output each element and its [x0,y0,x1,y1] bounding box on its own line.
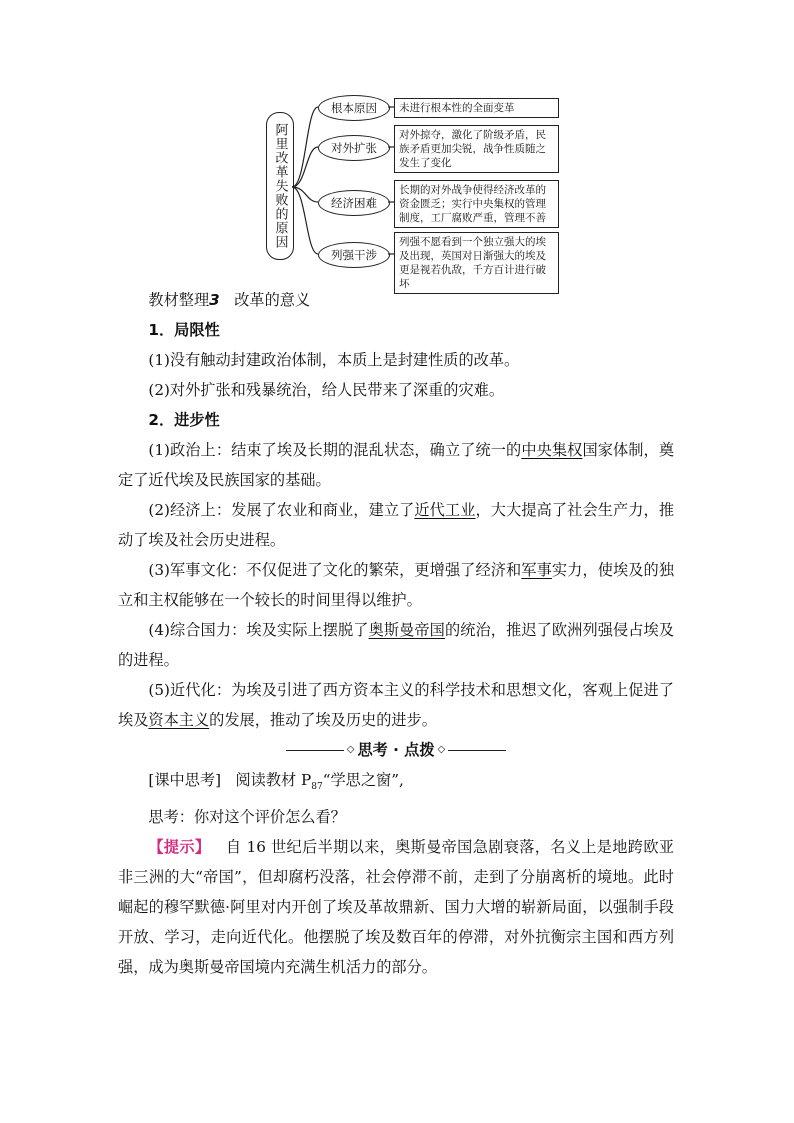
main-text [118,285,674,982]
cause-economy: 经济困难 [318,190,390,216]
think-question: [课中思考] 阅读教材 $P_{87}“$学思之窗”, [148,771,404,793]
diagram-root: 阿里改革失败的原因 [266,112,294,260]
diamond-icon: ◇ [437,744,446,755]
divider [286,750,344,751]
failure-causes-diagram [262,92,572,290]
answer-blank: 中央集权 [521,441,583,459]
question-label: [课中思考] [148,771,221,789]
tip-paragraph [118,832,674,982]
diamond-icon: ◇ [346,744,355,755]
think-question-2: 思考：你对这个评价怎么看？ [148,808,346,827]
progress-national-power: (4)综合国力：埃及实际上摆脱了奥斯曼帝国的统治，推迟了欧洲列强侵占埃及的进程。 [118,621,675,669]
answer-blank: 军事 [521,561,552,579]
limit-item: (1)没有触动封建政治体制，本质上是封建性质的改革。 [148,351,520,369]
limits-heading: 1．局限性 [148,321,220,339]
progress-military-culture: (3)军事文化：不仅促进了文化的繁荣，更增强了经济和军事实力，使埃及的独立和主权能够在一个较长的时间里得以维护。 [118,561,675,609]
progress-modernization: (5)近代化：为埃及引进了西方资本主义的科学技术和思想文化，客观上促进了埃及资本主义的发展，推动了埃及历史的进步。 [118,681,674,729]
cause-root-reason-detail: 未进行根本性的全面变革 [394,98,559,118]
limit-item: (2)对外扩张和残暴统治，给人民带来了深重的灾难。 [148,381,505,399]
think-banner [118,735,674,765]
cause-root-reason: 根本原因 [318,95,390,121]
tip-label: 【提示】 [148,838,211,857]
section-title [118,285,674,315]
cause-interference: 列强干涉 [318,242,390,268]
section-prefix: 教材整理 [148,291,210,309]
answer-blank: 奥斯曼帝国 [368,621,445,639]
divider [448,750,506,751]
cause-economy-detail: 长期的对外战争使得经济改革的资金匮乏；实行中央集权的管理制度，工厂腐败严重，管理不善 [394,180,559,228]
progress-economy: (2)经济上：发展了农业和商业，建立了近代工业，大大提高了社会生产力，推动了埃及社会历史进程。 [118,501,675,549]
section-number: 3 [209,291,220,309]
progress-heading: 2．进步性 [148,411,220,429]
answer-blank: 近代工业 [414,501,476,519]
answer-blank: 资本主义 [148,711,210,729]
progress-politics: (1)政治上：结束了埃及长期的混乱状态，确立了统一的中央集权国家体制，奠定了近代埃及民族国家的基础。 [118,441,675,489]
think-banner-text: 思考 · 点拨 [357,741,435,759]
section-name: 改革的意义 [234,291,311,309]
cause-expansion: 对外扩张 [318,135,390,161]
tip-text: 自 16 世纪后半期以来，奥斯曼帝国急剧衰落，名义上是地跨欧亚非三洲的大“帝国”，但却腐朽没落，社会停滞不前，走到了分崩离析的境地。此时崛起的穆罕默德·阿里对内开创了埃及革故鼎新、国力大增的崭新局面，以强制手段开放、学习，走向近代化。他摆脱了埃及数百年的停滞，对外抗衡宗主国和西方列强，成为奥斯曼帝国境内充满生机活力的部分。 [118,838,675,977]
cause-expansion-detail: 对外掠夺，激化了阶级矛盾，民族矛盾更加尖锐，战争性质随之发生了变化 [394,125,559,173]
page-number: 87 [311,782,323,793]
cause-interference-detail: 列强不愿看到一个独立强大的埃及出现，英国对日渐强大的埃及更是视若仇敌，千方百计进行破坏 [394,232,559,294]
